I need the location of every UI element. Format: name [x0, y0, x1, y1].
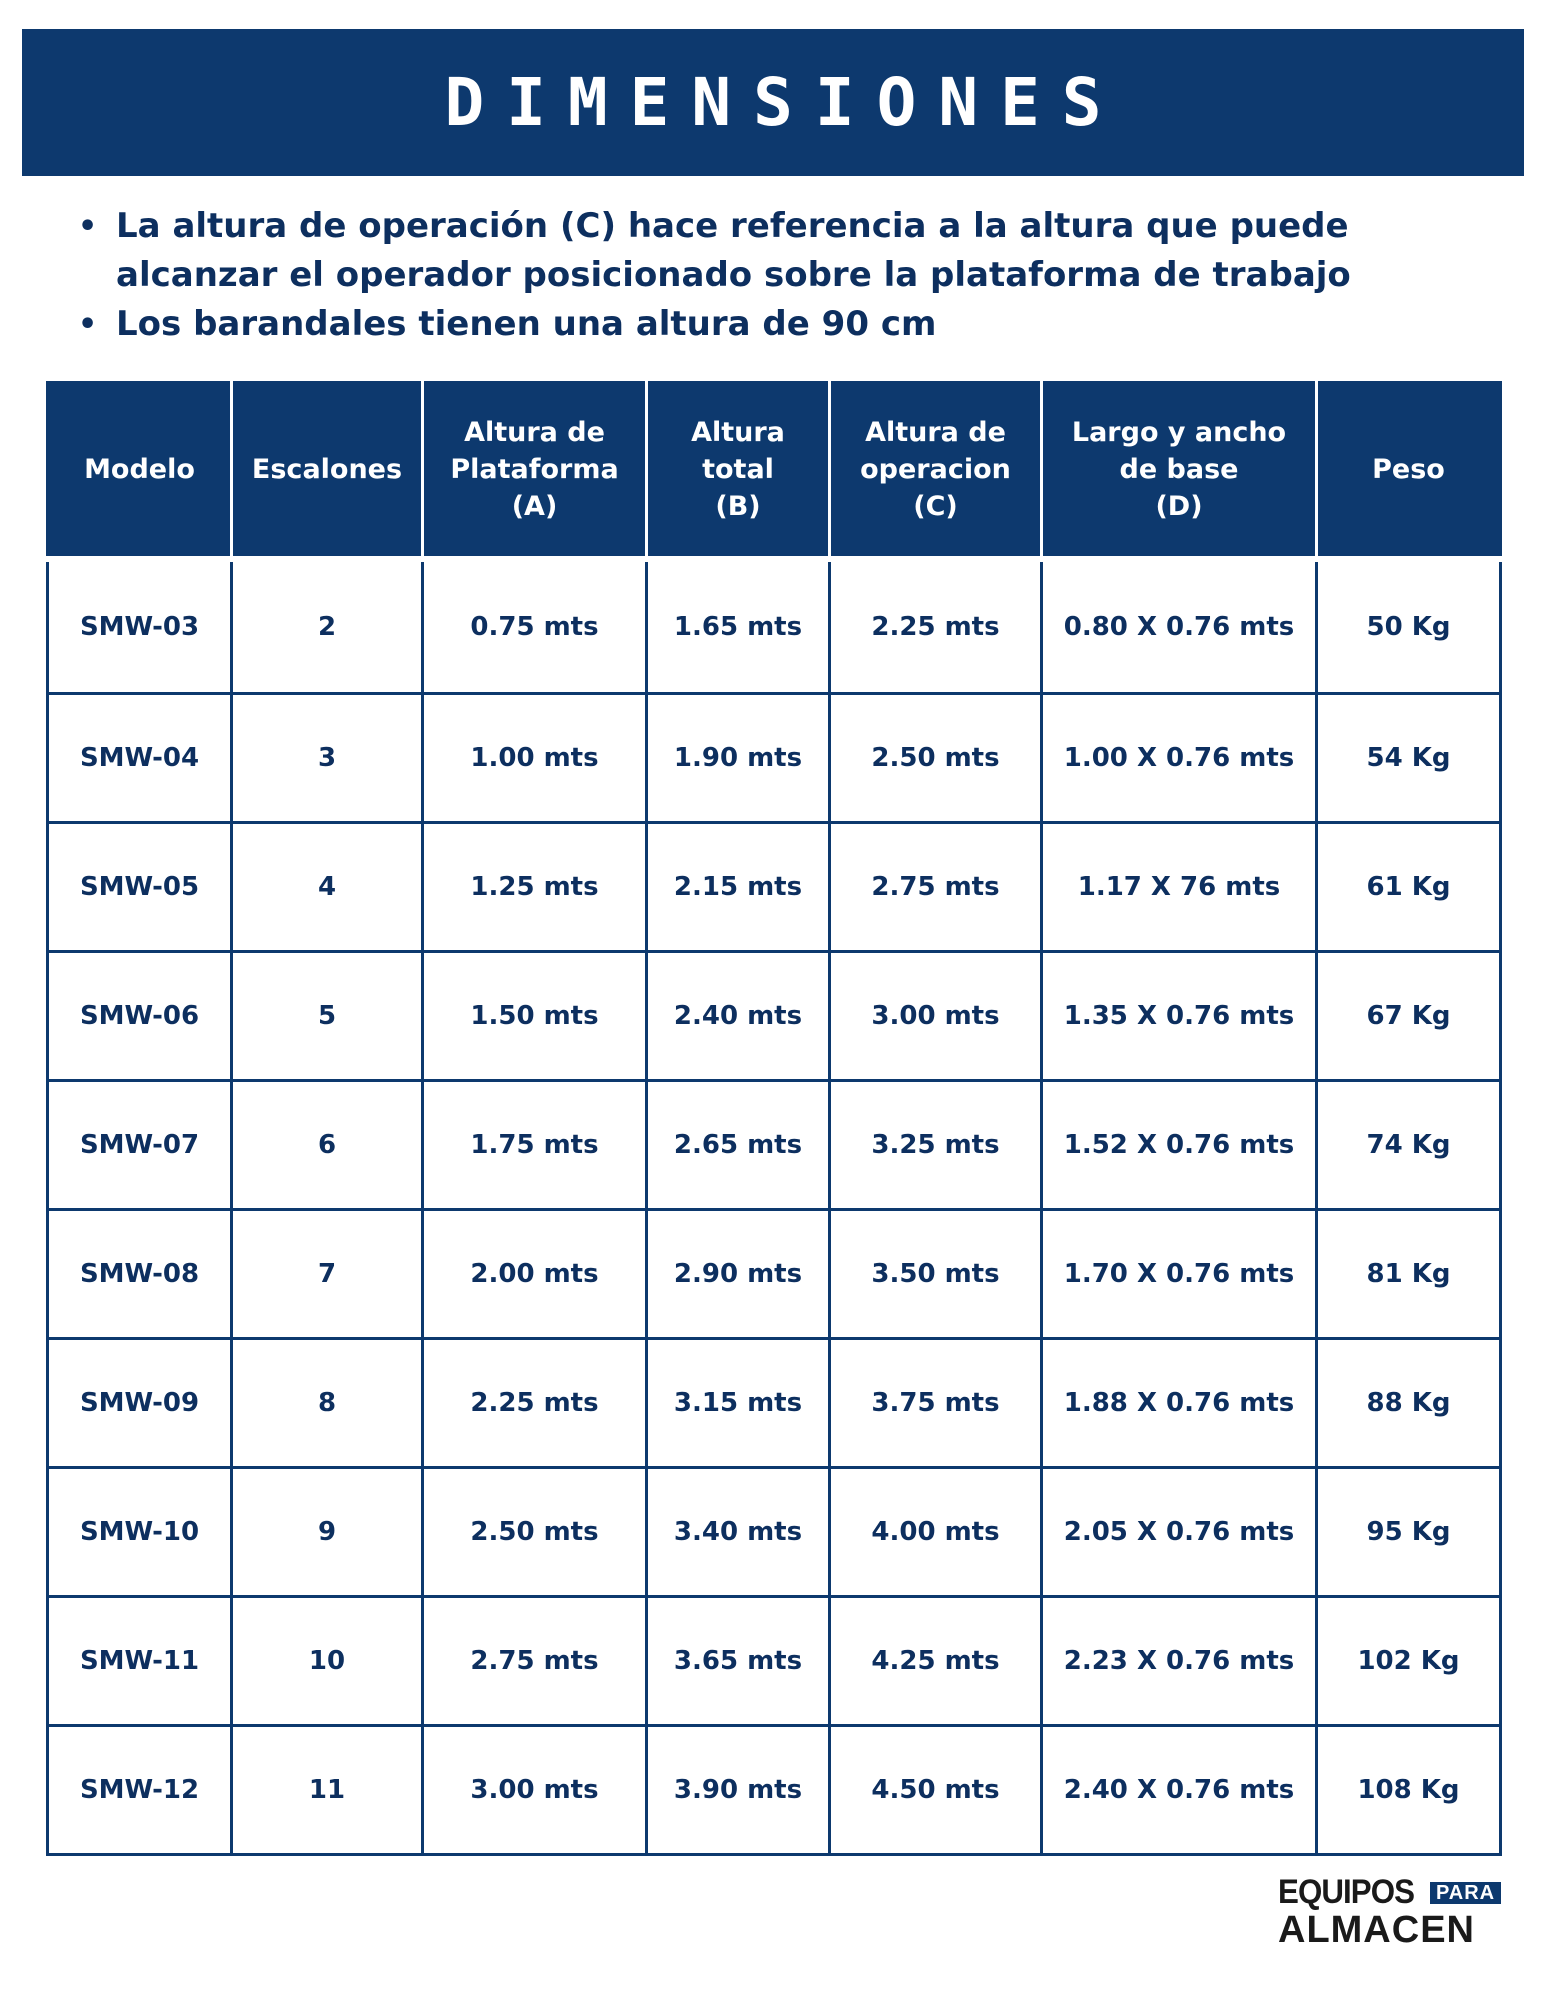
table-cell: 8: [232, 1338, 423, 1467]
table-cell: 2.75 mts: [423, 1596, 647, 1725]
table-cell: 9: [232, 1467, 423, 1596]
column-header-line: Modelo: [84, 454, 195, 486]
table-cell: 2.05 X 0.76 mts: [1042, 1467, 1317, 1596]
table-cell: 3.50 mts: [830, 1209, 1042, 1338]
table-cell: 3.00 mts: [423, 1725, 647, 1854]
table-cell: 1.50 mts: [423, 951, 647, 1080]
table-cell: 2.00 mts: [423, 1209, 647, 1338]
table-cell: 54 Kg: [1317, 693, 1501, 822]
table-cell: 2.25 mts: [830, 559, 1042, 694]
column-header-line: Altura: [691, 417, 785, 449]
column-header-line: de base: [1119, 454, 1239, 486]
table-header-row: [48, 383, 1501, 559]
table-cell: 4.50 mts: [830, 1725, 1042, 1854]
table-cell: 2.25 mts: [423, 1338, 647, 1467]
page-title: DIMENSIONES: [444, 64, 1124, 141]
table-cell: 4: [232, 822, 423, 951]
table-cell: 1.88 X 0.76 mts: [1042, 1338, 1317, 1467]
column-header-line: Escalones: [251, 454, 403, 486]
table-row: [48, 693, 1501, 822]
bullet-icon: •: [78, 307, 98, 342]
table-body: [48, 559, 1501, 1855]
logo-badge-para: PARA: [1430, 1882, 1501, 1904]
table-cell: 3.90 mts: [647, 1725, 830, 1854]
table-cell: 2.90 mts: [647, 1209, 830, 1338]
column-header: [48, 383, 232, 559]
column-header: [1042, 383, 1317, 559]
column-header-line: (D): [1155, 491, 1203, 523]
table-cell: 74 Kg: [1317, 1080, 1501, 1209]
column-header: [232, 383, 423, 559]
table-cell: 2.23 X 0.76 mts: [1042, 1596, 1317, 1725]
table-cell: 1.75 mts: [423, 1080, 647, 1209]
table-row: [48, 1725, 1501, 1854]
title-banner: [22, 29, 1524, 176]
table-cell: 11: [232, 1725, 423, 1854]
table-cell: 3: [232, 693, 423, 822]
table-cell: 1.00 mts: [423, 693, 647, 822]
column-header: [647, 383, 830, 559]
table-cell: 3.25 mts: [830, 1080, 1042, 1209]
logo-word-equipos: EQUIPOS: [1278, 1873, 1415, 1911]
table-cell: SMW-07: [48, 1080, 232, 1209]
table-cell: 2: [232, 559, 423, 694]
table-cell: 2.50 mts: [830, 693, 1042, 822]
note-text: Los barandales tienen una altura de 90 cm: [116, 304, 937, 344]
column-header-line: operacion: [860, 454, 1011, 486]
table-cell: SMW-12: [48, 1725, 232, 1854]
column-header: [830, 383, 1042, 559]
table-row: [48, 1080, 1501, 1209]
table-cell: 61 Kg: [1317, 822, 1501, 951]
table-cell: 1.17 X 76 mts: [1042, 822, 1317, 951]
table-cell: SMW-04: [48, 693, 232, 822]
table-row: [48, 822, 1501, 951]
table-cell: SMW-09: [48, 1338, 232, 1467]
table-cell: 2.40 mts: [647, 951, 830, 1080]
table-cell: 102 Kg: [1317, 1596, 1501, 1725]
bullet-icon: •: [78, 209, 98, 244]
column-header: [423, 383, 647, 559]
table-cell: SMW-10: [48, 1467, 232, 1596]
table-cell: 1.00 X 0.76 mts: [1042, 693, 1317, 822]
table-cell: 2.75 mts: [830, 822, 1042, 951]
table-cell: 0.80 X 0.76 mts: [1042, 559, 1317, 694]
table-row: [48, 1209, 1501, 1338]
column-header-line: Plataforma: [450, 454, 619, 486]
note-item: [78, 202, 1498, 300]
table-row: [48, 951, 1501, 1080]
table-cell: 7: [232, 1209, 423, 1338]
notes-list: [78, 202, 1498, 349]
table-cell: 3.00 mts: [830, 951, 1042, 1080]
table-cell: SMW-03: [48, 559, 232, 694]
column-header-line: Altura de: [865, 417, 1006, 449]
table-cell: 81 Kg: [1317, 1209, 1501, 1338]
column-header: [1317, 383, 1501, 559]
column-header-line: total: [702, 454, 774, 486]
column-header-line: Largo y ancho: [1071, 417, 1287, 449]
column-header-line: (A): [511, 491, 558, 523]
table-cell: 2.65 mts: [647, 1080, 830, 1209]
table-cell: SMW-11: [48, 1596, 232, 1725]
table-cell: 1.35 X 0.76 mts: [1042, 951, 1317, 1080]
table-cell: 67 Kg: [1317, 951, 1501, 1080]
table-cell: 3.75 mts: [830, 1338, 1042, 1467]
dimensions-table: [46, 381, 1502, 1856]
brand-logo: [1278, 1874, 1498, 1950]
table-row: [48, 1467, 1501, 1596]
table-row: [48, 1338, 1501, 1467]
table-cell: SMW-06: [48, 951, 232, 1080]
table-cell: 1.70 X 0.76 mts: [1042, 1209, 1317, 1338]
table-row: [48, 1596, 1501, 1725]
note-text: La altura de operación (C) hace referencia a la altura que puede alcanzar el operador posicionado sobre la plataforma de trabajo: [116, 206, 1351, 295]
table-cell: 1.90 mts: [647, 693, 830, 822]
table-cell: 10: [232, 1596, 423, 1725]
logo-word-almacen: ALMACEN: [1278, 1909, 1475, 1951]
table-cell: SMW-08: [48, 1209, 232, 1338]
column-header-line: Altura de: [464, 417, 605, 449]
table-cell: 50 Kg: [1317, 559, 1501, 694]
table-cell: 2.40 X 0.76 mts: [1042, 1725, 1317, 1854]
table-cell: 1.65 mts: [647, 559, 830, 694]
table-cell: 88 Kg: [1317, 1338, 1501, 1467]
note-item: [78, 300, 1498, 349]
table-cell: 1.52 X 0.76 mts: [1042, 1080, 1317, 1209]
table-cell: 4.25 mts: [830, 1596, 1042, 1725]
table-cell: 3.65 mts: [647, 1596, 830, 1725]
table-cell: 108 Kg: [1317, 1725, 1501, 1854]
table-cell: 3.40 mts: [647, 1467, 830, 1596]
table-cell: 0.75 mts: [423, 559, 647, 694]
table-row: [48, 559, 1501, 694]
table-cell: 6: [232, 1080, 423, 1209]
table-cell: 2.15 mts: [647, 822, 830, 951]
column-header-line: (C): [913, 491, 958, 523]
column-header-line: Peso: [1372, 454, 1445, 486]
table-cell: 95 Kg: [1317, 1467, 1501, 1596]
table-cell: 3.15 mts: [647, 1338, 830, 1467]
table-cell: 4.00 mts: [830, 1467, 1042, 1596]
column-header-line: (B): [715, 491, 761, 523]
table-cell: 1.25 mts: [423, 822, 647, 951]
table-cell: 5: [232, 951, 423, 1080]
table-cell: 2.50 mts: [423, 1467, 647, 1596]
table-cell: SMW-05: [48, 822, 232, 951]
